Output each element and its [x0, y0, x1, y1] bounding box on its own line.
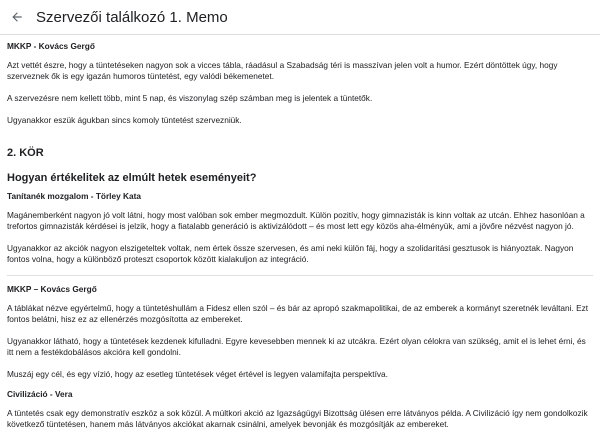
document-body	[0, 35, 600, 430]
paragraph: Azt vettét észre, hogy a tüntetéseken nagyon sok a vicces tábla, ráadásul a Szabadság téri is masszívan jelen volt a humor. Ezért döntöttek úgy, hogy szerveznek ők is egy igazán humoros tüntetést, egy valódi békemenetet.	[7, 60, 558, 81]
speaker-name: MKKP – Kovács Gergő	[7, 284, 97, 294]
paragraph: A szervezésre nem kellett több, mint 5 nap, és viszonylag szép számban meg is jelentek a tüntetők.	[7, 93, 373, 103]
paragraph: Ugyanakkor az akciók nagyon elszigeteltek voltak, nem értek össze szervesen, és ami neki külön fáj, hogy a szolidaritási gesztusok is hiányoztak. Nagyon fontos volna, hogy a különböző proteszt csoportok között kialakuljon az integráció.	[7, 243, 574, 264]
question-heading: Hogyan értékelitek az elmúlt hetek eseményeit?	[7, 172, 257, 184]
paragraph: Ugyanakkor eszük águkban sincs komoly tüntetést szervezniük.	[7, 115, 242, 125]
paragraph: Muszáj egy cél, és egy vízió, hogy az esetleg tüntetések véget értével is legyen valamifajta perspektíva.	[7, 369, 388, 379]
round-heading: 2. KÖR	[7, 147, 44, 159]
arrow-left-icon	[10, 10, 24, 24]
paragraph: A tüntetés csak egy demonstratív eszköz a sok közül. A múltkori akció az Igazságügyi Bizottság ülésen erre látványos példa. A Civilizáció így nem gondolkozik következő tüntetésen, hanem más látványos akciókat akarnak csinálni, amelyek bevonják és mozgósítják az embereket.	[7, 408, 588, 429]
document-title: Szervezői találkozó 1. Memo	[36, 8, 228, 26]
back-button[interactable]	[0, 0, 34, 34]
speaker-name: MKKP - Kovács Gergő	[7, 41, 95, 51]
speaker-name: Civilizáció - Vera	[7, 389, 73, 399]
paragraph: A táblákat nézve egyértelmű, hogy a tüntetéshullám a Fidesz ellen szól – és bár az apropó szakmapolitikai, de az emberek a kormányt szeretnék leváltani. Ezt fontos belátni, hisz ez az ellenérzés mozgósította az embereket.	[7, 303, 589, 324]
speaker-name: Tanítanék mozgalom - Törley Kata	[7, 191, 142, 201]
paragraph: Magánemberként nagyon jó volt látni, hogy most valóban sok ember megmozdult. Külön pozitív, hogy gimnazisták is kinn voltak az utcán. Ehhez hasonlóan a trefortos gimnazisták kérdései is jelzik, hogy a fiatalabb generáció is aktivizálódott – és most lett egy közös aha-élményük, ami a jövőre nézvést nagyon jó.	[7, 210, 585, 231]
top-app-bar	[0, 0, 600, 35]
paragraph: Ugyanakkor látható, hogy a tüntetések kezdenek kifulladni. Egyre kevesebben mennek ki az utcákra. Ezért olyan célokra van szükség, amit el is lehet érni, és itt nem a festékdobálásos akcióra kell gondolni.	[7, 336, 586, 357]
